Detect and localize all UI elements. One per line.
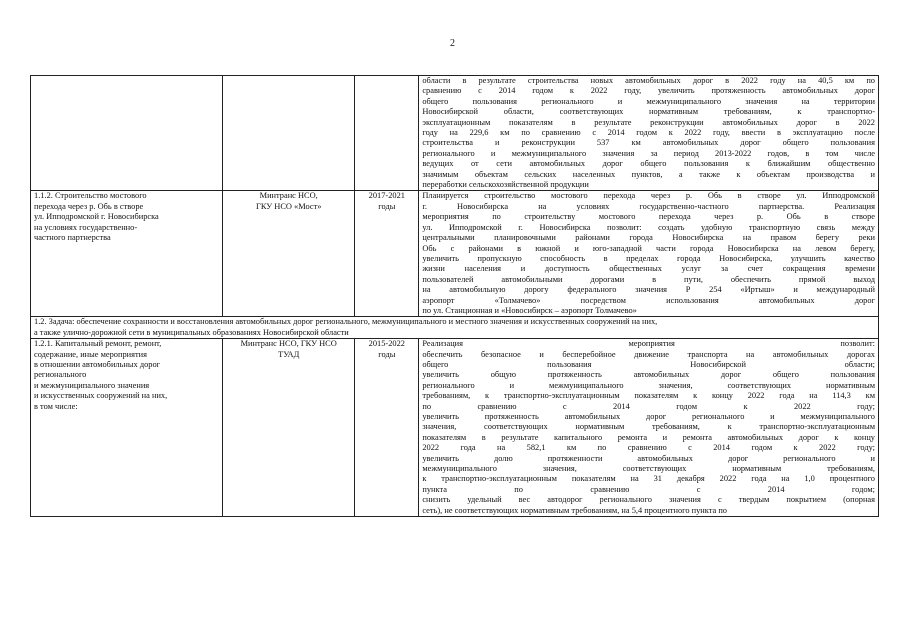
text-line: годы <box>378 201 396 211</box>
text-line: снизить удельный вес автодорог регионального значения с твердым покрытием (опорная <box>422 495 875 505</box>
text-line: Новосибирской области, соответствующих нормативным требованиям, к транспортно- <box>422 107 875 117</box>
text-line: строительства и реконструкции 537 км автомобильных дорог общего пользования <box>422 138 875 148</box>
text-line: увеличить протяженность автомобильных дорог регионального и межмуниципального <box>422 412 875 421</box>
text-line: ул. Ипподромской г. Новосибирска <box>34 212 159 222</box>
text-line: 2022 года на 582,1 км по сравнению с 2014 годом к 2022 году; <box>422 443 875 453</box>
text-line: аэропорт «Толмачево» посредством использования автомобильных дорог <box>422 295 875 305</box>
cell-empty <box>223 76 355 191</box>
text-line: области в результате строительства новых автомобильных дорог в 2022 году на 40,5 км по <box>422 76 875 85</box>
text-line: мероприятия по строительству мостового перехода через р. Обь в створе <box>422 212 875 222</box>
text-line: ГКУ НСО «Мост» <box>255 201 322 211</box>
text-line: Обь с районами в южной и юго-западной части города Новосибирска на левом берегу, <box>422 243 875 253</box>
text-line: 1.1.2. Строительство мостового <box>34 191 147 201</box>
cell-executor <box>223 191 355 317</box>
text-line: 2017-2021 <box>368 191 405 201</box>
text-line: по ул. Станционная и «Новосибирск – аэропорт Толмачево» <box>422 305 637 315</box>
text-line: центральными планировочными районами города Новосибирска на правом берегу реки <box>422 233 875 243</box>
text-line: увеличить общую протяженность автомобильных дорог общего пользования <box>422 370 875 380</box>
text-line: в отношении автомобильных дорог <box>34 359 161 369</box>
task-heading <box>31 317 879 339</box>
cell-empty <box>355 76 419 191</box>
text-line: жизни населения и доступность общественных услуг за счет сокращения времени <box>422 264 875 274</box>
text-line: годы <box>378 349 396 359</box>
text-line: частного партнерства <box>34 233 111 243</box>
text-line: и межмуниципального значения <box>34 380 150 390</box>
text-line: общего пользования Новосибирской области; <box>422 359 875 369</box>
cell-result-text <box>419 76 879 191</box>
text-line: г. Новосибирска на условиях государственно-частного партнерства. Реализация <box>422 201 875 211</box>
table-row-task-1-2 <box>31 317 879 339</box>
text-line: регионального <box>34 370 87 380</box>
text-line: пункта по сравнению с 2014 годом; <box>422 484 875 494</box>
table-row-continuation <box>31 76 879 191</box>
text-line: и искусственных сооружений на них, <box>34 391 168 401</box>
text-line: сравнению с 2014 годом к 2022 году, увеличить протяженность автомобильных дорог <box>422 86 875 96</box>
text-line: регионального и межмуниципального значения за период 2013-2022 годов, в том числе <box>422 148 875 158</box>
text-line: показателям в результате капитального ремонта и ремонта автомобильных дорог к концу <box>422 432 875 442</box>
cell-result-text <box>419 191 879 317</box>
text-line: на условиях государственно- <box>34 222 138 232</box>
text-line: по сравнению с 2014 годом к 2022 году; <box>422 401 875 411</box>
table-row-measure-1-1-2 <box>31 191 879 317</box>
cell-empty <box>31 76 223 191</box>
text-line: требованиям, к транспортно-эксплуатационным показателям к концу 2022 года на 114,3 км <box>422 391 875 401</box>
text-line: переработки сельскохозяйственной продукции <box>422 180 589 190</box>
text-line: обеспечить безопасное и бесперебойное движение транспорта на автомобильных дорогах <box>422 349 875 359</box>
text-line: ведущих от сети автомобильных дорог общего пользования к ближайшим общественно <box>422 159 875 169</box>
page-number: 2 <box>450 38 455 49</box>
text-line: 1.2.1. Капитальный ремонт, ремонт, <box>34 339 162 349</box>
program-table <box>30 75 879 517</box>
text-line: увеличить пропускную способность в пределах города Новосибирска, улучшить качество <box>422 253 875 263</box>
text-line: году на 229,6 км по сравнению с 2014 годом к 2022 году, ввести в эксплуатацию после <box>422 128 875 138</box>
cell-period <box>355 191 419 317</box>
text-line: на автомобильную дорогу федерального значения Р 254 «Иртыш» и международный <box>422 285 875 295</box>
text-line: значения, соответствующих нормативным требованиям, к транспортно-эксплуатационным <box>422 422 875 432</box>
text-line: ТУАД <box>278 349 300 359</box>
text-line: Планируется строительство мостового перехода через р. Обь в створе ул. Ипподромской <box>422 191 875 201</box>
cell-measure-name <box>31 191 223 317</box>
text-line: ул. Ипподромской г. Новосибирска позволит: создать удобную транспортную связь между <box>422 222 875 232</box>
text-line: 1.2. Задача: обеспечение сохранности и восстановления автомобильных дорог регионального, межмуниципального и местного значения и искусственных сооружений на них, <box>34 317 658 327</box>
text-line: содержание, иные мероприятия <box>34 349 147 359</box>
text-line: сеть), не соответствующих нормативным требованиям, на 5,4 процентного пункта по <box>422 505 727 515</box>
text-line: в том числе: <box>34 401 78 411</box>
text-line: эксплуатационным показателям в результате реконструкции автомобильных дорог в 2022 <box>422 117 875 127</box>
cell-measure-name <box>31 339 223 517</box>
text-line: Минтранс НСО, ГКУ НСО <box>240 339 337 349</box>
text-line: пользователей автомобильными дорогами в пути, обеспечить прямой выход <box>422 274 875 284</box>
text-line: 2015-2022 <box>368 339 405 349</box>
text-line: межмуниципального значения, соответствующих нормативным требованиям, <box>422 464 875 474</box>
text-line: увеличить долю протяженности автомобильных дорог регионального и <box>422 453 875 463</box>
text-line: регионального и межмуниципального значения, соответствующих нормативным <box>422 380 875 390</box>
cell-executor <box>223 339 355 517</box>
cell-result-text <box>419 339 879 517</box>
table-row-measure-1-2-1 <box>31 339 879 517</box>
text-line: Минтранс НСО, <box>259 191 318 201</box>
cell-period <box>355 339 419 517</box>
text-line: а также улично-дорожной сети в муниципальных образованиях Новосибирской области <box>34 327 349 337</box>
text-line: перехода через р. Обь в створе <box>34 201 144 211</box>
text-line: Реализация мероприятия позволит: <box>422 339 875 349</box>
text-line: значимым объектам сельских населенных пунктов, а также к объектам производства и <box>422 169 875 179</box>
text-line: общего пользования регионального и межмуниципального значения на территории <box>422 96 875 106</box>
text-line: к транспортно-эксплуатационным показателям на 31 декабря 2022 года на 1,0 процентного <box>422 474 875 484</box>
